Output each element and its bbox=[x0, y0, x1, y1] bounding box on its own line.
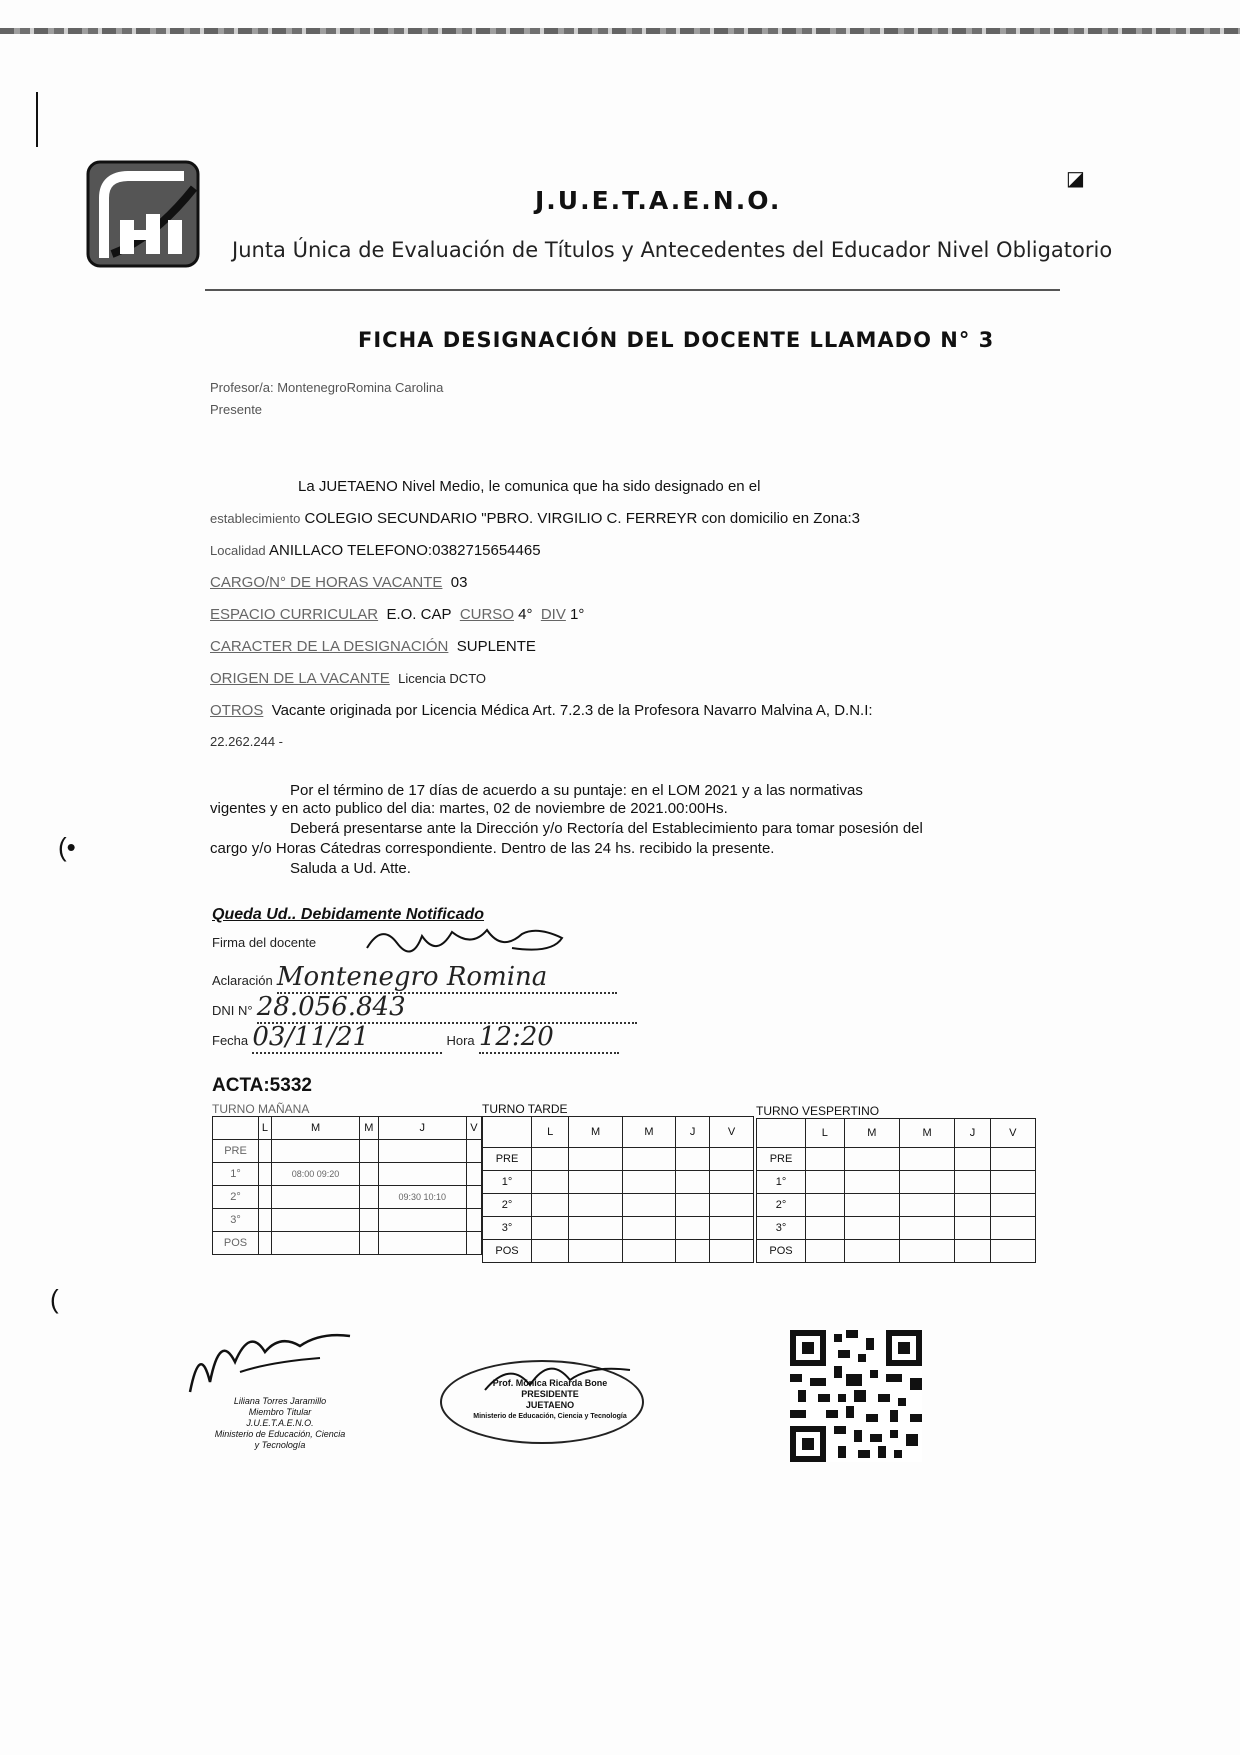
day-header: M bbox=[844, 1119, 899, 1148]
firma-label: Firma del docente bbox=[212, 935, 317, 950]
dni-value: 28.056.843 bbox=[257, 992, 637, 1024]
curso-label: CURSO bbox=[459, 606, 514, 623]
day-header: V bbox=[990, 1119, 1035, 1148]
turno-manana-block bbox=[212, 1102, 482, 1255]
localidad-label: Localidad bbox=[210, 543, 266, 558]
period-label: PRE bbox=[213, 1140, 259, 1163]
turno-tarde-table bbox=[482, 1116, 754, 1263]
period-label: 3° bbox=[213, 1209, 259, 1232]
termino-line-4: cargo y/o Horas Cátedras correspondiente. Dentro de las 24 hs. recibido la presente. bbox=[210, 840, 775, 857]
day-header: L bbox=[259, 1117, 272, 1140]
left-stamp-ministry: Ministerio de Educación, Ciencia bbox=[214, 1429, 346, 1439]
period-label: 2° bbox=[757, 1194, 806, 1217]
aclaracion-label: Aclaración bbox=[212, 973, 273, 988]
period-label: 2° bbox=[483, 1194, 532, 1217]
otros-value: Vacante originada por Licencia Médica Art. 7.2.3 de la Profesora Navarro Malvina A, D.N.I: bbox=[271, 702, 873, 719]
turno-manana-table bbox=[212, 1116, 482, 1255]
middle-stamp-role: PRESIDENTE bbox=[521, 1389, 579, 1399]
termino-line-1: Por el término de 17 días de acuerdo a su puntaje: en el LOM 2021 y a las normativas bbox=[290, 782, 863, 799]
intro-text: La JUETAENO Nivel Medio, le comunica que ha sido designado en el bbox=[298, 478, 761, 495]
schedule-cell: 08:00 09:20 bbox=[271, 1163, 359, 1186]
day-header: L bbox=[532, 1117, 569, 1148]
period-label: 1° bbox=[213, 1163, 259, 1186]
qr-code bbox=[790, 1330, 922, 1462]
dni-label: DNI N° bbox=[212, 1003, 253, 1018]
period-label: 2° bbox=[213, 1186, 259, 1209]
turno-manana-title: TURNO MAÑANA bbox=[212, 1102, 310, 1116]
left-stamp-role: Miembro Titular bbox=[248, 1407, 312, 1417]
turno-tarde-block bbox=[482, 1102, 754, 1263]
hora-label: Hora bbox=[446, 1033, 475, 1048]
day-header: V bbox=[466, 1117, 481, 1140]
otros-label: OTROS bbox=[210, 702, 264, 719]
left-signature bbox=[180, 1322, 370, 1402]
presidente-signature bbox=[480, 1350, 640, 1400]
table-row bbox=[213, 1232, 482, 1255]
table-row bbox=[483, 1194, 754, 1217]
period-label: POS bbox=[757, 1240, 806, 1263]
hora-value: 12:20 bbox=[479, 1022, 619, 1054]
org-acronym: J.U.E.T.A.E.N.O. bbox=[535, 186, 782, 215]
period-label: 3° bbox=[483, 1217, 532, 1240]
day-header: M bbox=[569, 1117, 622, 1148]
left-stamp bbox=[180, 1396, 380, 1451]
div-label: DIV bbox=[540, 606, 566, 623]
termino-line-2: vigentes y en acto publico del dia: martes, 02 de noviembre de 2021.00:00Hs. bbox=[210, 800, 728, 817]
day-header: V bbox=[710, 1117, 754, 1148]
espacio-value: E.O. CAP bbox=[386, 606, 452, 623]
cargo-label: CARGO/N° DE HORAS VACANTE bbox=[210, 574, 443, 591]
table-row bbox=[483, 1171, 754, 1194]
table-row bbox=[213, 1163, 482, 1186]
establecimiento-value: COLEGIO SECUNDARIO "PBRO. VIRGILIO C. FERREYR con domicilio en Zona:3 bbox=[304, 510, 860, 527]
caracter-value: SUPLENTE bbox=[456, 638, 536, 655]
fecha-value: 03/11/21 bbox=[252, 1022, 442, 1054]
turno-vespertino-title: TURNO VESPERTINO bbox=[756, 1104, 880, 1118]
table-row bbox=[213, 1209, 482, 1232]
day-header: M bbox=[622, 1117, 675, 1148]
establecimiento-label: establecimiento bbox=[210, 511, 301, 526]
day-header: J bbox=[378, 1117, 466, 1140]
turno-vespertino-table bbox=[756, 1118, 1036, 1263]
otros-value-2: 22.262.244 - bbox=[210, 734, 284, 749]
cargo-value: 03 bbox=[450, 574, 468, 591]
caracter-label: CARACTER DE LA DESIGNACIÓN bbox=[210, 638, 449, 655]
left-stamp-name: Liliana Torres Jaramillo bbox=[233, 1396, 327, 1406]
day-header: J bbox=[676, 1117, 710, 1148]
scan-mark bbox=[36, 92, 38, 147]
table-row bbox=[213, 1117, 482, 1140]
turno-tarde-title: TURNO TARDE bbox=[482, 1102, 568, 1116]
org-name: Junta Única de Evaluación de Títulos y Antecedentes del Educador Nivel Obligatorio bbox=[232, 238, 1113, 262]
juetaeno-logo bbox=[84, 158, 206, 270]
header-divider bbox=[205, 289, 1060, 291]
fecha-label: Fecha bbox=[212, 1033, 249, 1048]
docente-signature bbox=[362, 918, 572, 962]
turno-vespertino-block bbox=[756, 1104, 1036, 1263]
margin-mark: (• bbox=[58, 832, 76, 862]
table-row bbox=[757, 1171, 1036, 1194]
notificado-heading: Queda Ud.. Debidamente Notificado bbox=[212, 906, 485, 923]
table-row bbox=[213, 1186, 482, 1209]
period-label: POS bbox=[213, 1232, 259, 1255]
presente: Presente bbox=[210, 402, 263, 417]
schedule-cell: 09:30 10:10 bbox=[378, 1186, 466, 1209]
aclaracion-value: Montenegro Romina bbox=[277, 962, 617, 994]
table-row bbox=[213, 1140, 482, 1163]
table-row bbox=[483, 1217, 754, 1240]
scan-top-edge bbox=[0, 28, 1240, 34]
table-row bbox=[483, 1148, 754, 1171]
middle-stamp-name: Prof. Mónica Ricarda Bone bbox=[492, 1378, 608, 1388]
table-row bbox=[757, 1119, 1036, 1148]
document-title: FICHA DESIGNACIÓN DEL DOCENTE LLAMADO N° 3 bbox=[358, 328, 995, 352]
left-stamp-org: J.U.E.T.A.E.N.O. bbox=[246, 1418, 314, 1428]
middle-stamp-org: JUETAENO bbox=[525, 1400, 575, 1410]
termino-line-3: Deberá presentarse ante la Dirección y/o Rectoría del Establecimiento para tomar posesión del bbox=[290, 820, 923, 837]
day-header: M bbox=[271, 1117, 359, 1140]
period-label: 1° bbox=[757, 1171, 806, 1194]
period-label: POS bbox=[483, 1240, 532, 1263]
origen-label: ORIGEN DE LA VACANTE bbox=[210, 670, 390, 687]
table-row bbox=[757, 1240, 1036, 1263]
period-label: PRE bbox=[483, 1148, 532, 1171]
corner-mark-icon: ◪ bbox=[1066, 168, 1085, 190]
margin-paren: ( bbox=[50, 1284, 59, 1314]
period-label: PRE bbox=[757, 1148, 806, 1171]
day-header: M bbox=[360, 1117, 378, 1140]
div-value: 1° bbox=[570, 606, 585, 623]
origen-value: Licencia DCTO bbox=[398, 671, 487, 686]
recipient: Profesor/a: MontenegroRomina Carolina bbox=[210, 380, 444, 395]
saluda-text: Saluda a Ud. Atte. bbox=[290, 860, 411, 877]
day-header: L bbox=[806, 1119, 845, 1148]
day-header: M bbox=[900, 1119, 955, 1148]
table-row bbox=[757, 1148, 1036, 1171]
period-label: 1° bbox=[483, 1171, 532, 1194]
table-row bbox=[757, 1217, 1036, 1240]
left-stamp-ministry-2: y Tecnología bbox=[254, 1440, 306, 1450]
table-row bbox=[483, 1240, 754, 1263]
table-row bbox=[757, 1194, 1036, 1217]
curso-value: 4° bbox=[518, 606, 533, 623]
table-row bbox=[483, 1117, 754, 1148]
middle-stamp-ministry: Ministerio de Educación, Ciencia y Tecnología bbox=[473, 1413, 627, 1420]
period-label: 3° bbox=[757, 1217, 806, 1240]
localidad-value: ANILLACO TELEFONO:0382715654465 bbox=[269, 542, 541, 559]
espacio-label: ESPACIO CURRICULAR bbox=[210, 606, 379, 623]
day-header: J bbox=[955, 1119, 990, 1148]
acta-label: ACTA:5332 bbox=[212, 1075, 312, 1096]
